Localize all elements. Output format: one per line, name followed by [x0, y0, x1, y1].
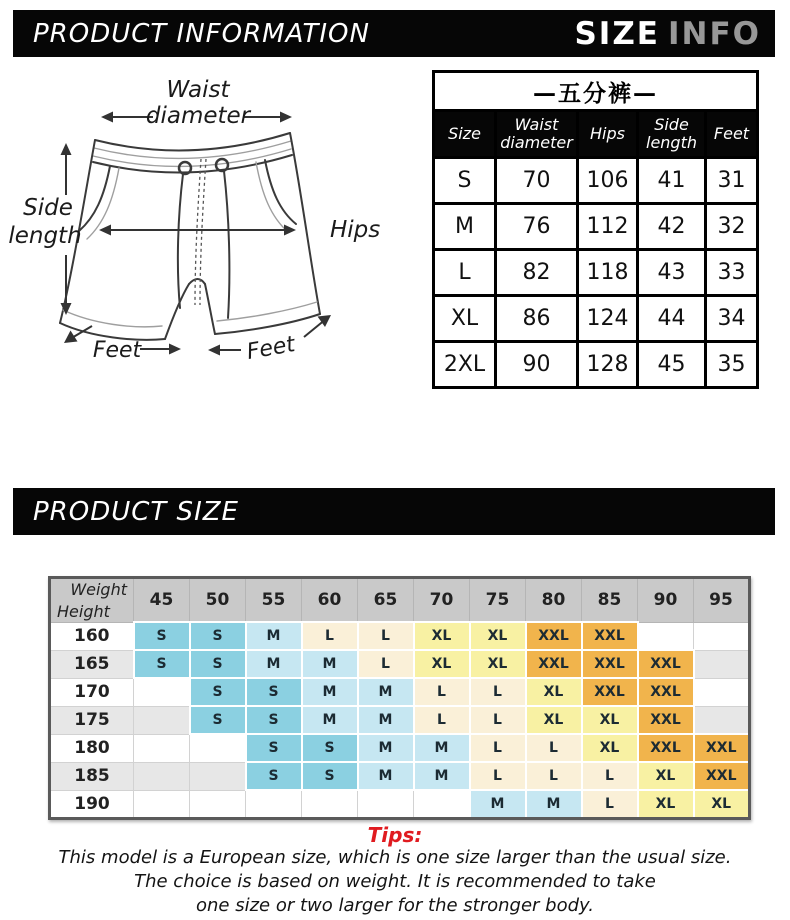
waist-label-top: Waist — [166, 77, 230, 103]
size-table-row — [434, 250, 758, 296]
matrix-size-cell: S — [190, 706, 246, 734]
feet-arrow-right — [208, 315, 331, 365]
matrix-empty-cell — [694, 650, 750, 678]
matrix-height-cell: 180 — [50, 734, 134, 762]
matrix-size-cell: S — [302, 762, 358, 790]
matrix-size-cell: L — [302, 622, 358, 650]
size-value-cell: 118 — [578, 250, 638, 296]
matrix-size-cell: XL — [694, 790, 750, 818]
matrix-size-cell: L — [470, 678, 526, 706]
size-value-cell: 34 — [706, 296, 758, 342]
matrix-size-cell: S — [190, 622, 246, 650]
matrix-size-cell: XXL — [582, 650, 638, 678]
size-table-row — [434, 204, 758, 250]
size-value-cell: 32 — [706, 204, 758, 250]
matrix-body — [50, 622, 750, 818]
matrix-size-cell: S — [302, 734, 358, 762]
matrix-row — [50, 762, 750, 790]
feet-arrow-left — [64, 326, 181, 363]
shorts-diagram — [5, 65, 425, 377]
page-title: PRODUCT INFORMATION — [33, 18, 370, 49]
matrix-height-cell: 160 — [50, 622, 134, 650]
matrix-empty-cell — [190, 734, 246, 762]
size-value-cell: 124 — [578, 296, 638, 342]
size-value-cell: 35 — [706, 342, 758, 388]
side-length-arrow — [8, 143, 81, 315]
matrix-empty-cell — [134, 706, 190, 734]
size-value-cell: 90 — [496, 342, 578, 388]
matrix-size-cell: M — [302, 706, 358, 734]
matrix-empty-cell — [414, 790, 470, 818]
size-value-cell: 45 — [638, 342, 706, 388]
matrix-size-cell: L — [582, 790, 638, 818]
matrix-empty-cell — [694, 706, 750, 734]
matrix-size-cell: S — [190, 650, 246, 678]
matrix-size-cell: L — [526, 734, 582, 762]
size-label-cell: XL — [434, 296, 496, 342]
matrix-size-cell: M — [246, 622, 302, 650]
size-value-cell: 70 — [496, 158, 578, 204]
size-table-body — [434, 158, 758, 388]
matrix-size-cell: XL — [638, 762, 694, 790]
matrix-size-cell: XXL — [526, 650, 582, 678]
matrix-size-cell: M — [414, 762, 470, 790]
side-label-bottom: length — [8, 223, 82, 249]
matrix-size-cell: XXL — [582, 622, 638, 650]
matrix-size-cell: XL — [470, 650, 526, 678]
matrix-size-cell: L — [526, 762, 582, 790]
matrix-size-cell: XXL — [638, 650, 694, 678]
size-label-cell: M — [434, 204, 496, 250]
matrix-size-cell: S — [246, 678, 302, 706]
matrix-empty-cell — [694, 678, 750, 706]
feet-right-label: Feet — [244, 331, 297, 366]
matrix-height-cell: 170 — [50, 678, 134, 706]
matrix-row — [50, 622, 750, 650]
matrix-size-cell: M — [526, 790, 582, 818]
hips-arrow — [99, 217, 380, 243]
matrix-empty-cell — [190, 790, 246, 818]
size-info-title — [574, 16, 761, 52]
matrix-size-cell: M — [302, 650, 358, 678]
matrix-size-cell: S — [246, 706, 302, 734]
size-col-header-2: Hips — [578, 111, 638, 158]
matrix-size-cell: S — [134, 650, 190, 678]
info-word: INFO — [667, 15, 761, 52]
waist-arrow — [101, 77, 292, 129]
height-label: Height — [57, 601, 110, 621]
matrix-weight-header-0: 45 — [134, 578, 190, 623]
size-value-cell: 33 — [706, 250, 758, 296]
side-label-top: Side — [23, 195, 73, 221]
size-col-header-1: Waist diameter — [496, 111, 578, 158]
matrix-empty-cell — [358, 790, 414, 818]
matrix-size-cell: XL — [638, 790, 694, 818]
size-table-row — [434, 342, 758, 388]
matrix-empty-cell — [134, 762, 190, 790]
matrix-header-row — [50, 578, 750, 623]
top-bar — [13, 10, 775, 57]
matrix-size-cell: S — [134, 622, 190, 650]
matrix-size-cell: M — [358, 706, 414, 734]
size-value-cell: 86 — [496, 296, 578, 342]
matrix-size-cell: S — [190, 678, 246, 706]
size-col-header-3: Side length — [638, 111, 706, 158]
size-value-cell: 43 — [638, 250, 706, 296]
matrix-corner — [50, 578, 134, 623]
matrix-size-cell: XL — [470, 622, 526, 650]
matrix-weight-header-7: 80 — [526, 578, 582, 623]
size-value-cell: 42 — [638, 204, 706, 250]
matrix-empty-cell — [134, 790, 190, 818]
matrix-weight-header-6: 75 — [470, 578, 526, 623]
matrix-weight-header-3: 60 — [302, 578, 358, 623]
matrix-weight-header-4: 65 — [358, 578, 414, 623]
size-table — [432, 70, 759, 389]
product-size-bar — [13, 488, 775, 535]
tips-title: Tips: — [367, 823, 423, 847]
matrix-empty-cell — [694, 622, 750, 650]
matrix-size-cell: L — [582, 762, 638, 790]
size-value-cell: 106 — [578, 158, 638, 204]
tips-line: one size or two larger for the stronger body. — [196, 895, 594, 916]
matrix-empty-cell — [302, 790, 358, 818]
matrix-size-cell: L — [414, 706, 470, 734]
matrix-size-cell: M — [358, 762, 414, 790]
matrix-weight-header-1: 50 — [190, 578, 246, 623]
size-label-cell: S — [434, 158, 496, 204]
matrix-row — [50, 678, 750, 706]
matrix-weight-header-10: 95 — [694, 578, 750, 623]
matrix-empty-cell — [134, 678, 190, 706]
product-size-title: PRODUCT SIZE — [33, 496, 239, 527]
matrix-size-cell: L — [358, 622, 414, 650]
size-table-header — [434, 111, 758, 158]
matrix-size-cell: XXL — [638, 734, 694, 762]
hips-label: Hips — [330, 217, 381, 243]
matrix-size-cell: L — [358, 650, 414, 678]
matrix-size-cell: M — [414, 734, 470, 762]
size-table-row — [434, 296, 758, 342]
size-table-row — [434, 158, 758, 204]
matrix-weight-header-9: 90 — [638, 578, 694, 623]
matrix-size-cell: XXL — [638, 678, 694, 706]
matrix-size-cell: XL — [414, 622, 470, 650]
matrix-weight-header-2: 55 — [246, 578, 302, 623]
matrix-empty-cell — [134, 734, 190, 762]
matrix-size-cell: L — [470, 762, 526, 790]
tips-line: The choice is based on weight. It is recommended to take — [134, 871, 656, 892]
matrix-height-cell: 165 — [50, 650, 134, 678]
matrix-size-cell: L — [470, 734, 526, 762]
matrix-size-cell: XL — [582, 734, 638, 762]
matrix-empty-cell — [246, 790, 302, 818]
feet-left-label: Feet — [92, 338, 142, 363]
matrix-size-cell: S — [246, 762, 302, 790]
shorts-outline — [60, 133, 320, 340]
matrix-size-cell: XXL — [638, 706, 694, 734]
size-value-cell: 41 — [638, 158, 706, 204]
size-table-title-row — [434, 72, 758, 111]
matrix-row — [50, 706, 750, 734]
matrix-size-cell: XL — [526, 706, 582, 734]
weight-label: Weight — [70, 580, 127, 599]
matrix-height-cell: 190 — [50, 790, 134, 818]
matrix-empty-cell — [638, 622, 694, 650]
size-value-cell: 76 — [496, 204, 578, 250]
matrix-size-cell: L — [414, 678, 470, 706]
matrix-size-cell: XL — [526, 678, 582, 706]
size-col-header-4: Feet — [706, 111, 758, 158]
matrix-size-cell: M — [358, 678, 414, 706]
matrix-size-cell: M — [358, 734, 414, 762]
size-table-title: —五分裤— — [434, 72, 758, 111]
matrix-size-cell: XXL — [694, 762, 750, 790]
matrix-size-cell: XL — [582, 706, 638, 734]
matrix-size-cell: XL — [414, 650, 470, 678]
matrix-row — [50, 790, 750, 818]
matrix-empty-cell — [190, 762, 246, 790]
matrix-size-cell: S — [246, 734, 302, 762]
tips-line: This model is a European size, which is one size larger than the usual size. — [58, 847, 732, 868]
size-value-cell: 31 — [706, 158, 758, 204]
waist-label-bottom: diameter — [145, 103, 251, 129]
matrix-size-cell: M — [302, 678, 358, 706]
matrix-height-cell: 185 — [50, 762, 134, 790]
matrix-size-cell: M — [246, 650, 302, 678]
matrix-size-cell: L — [470, 706, 526, 734]
size-value-cell: 112 — [578, 204, 638, 250]
size-matrix-table — [48, 576, 751, 820]
size-value-cell: 82 — [496, 250, 578, 296]
size-word: SIZE — [574, 15, 660, 52]
matrix-row — [50, 650, 750, 678]
size-label-cell: 2XL — [434, 342, 496, 388]
matrix-size-cell: XXL — [582, 678, 638, 706]
size-value-cell: 128 — [578, 342, 638, 388]
tips-section — [0, 824, 790, 918]
size-value-cell: 44 — [638, 296, 706, 342]
matrix-weight-header-5: 70 — [414, 578, 470, 623]
matrix-size-cell: XXL — [694, 734, 750, 762]
size-col-header-0: Size — [434, 111, 496, 158]
size-label-cell: L — [434, 250, 496, 296]
matrix-weight-header-8: 85 — [582, 578, 638, 623]
matrix-row — [50, 734, 750, 762]
matrix-height-cell: 175 — [50, 706, 134, 734]
matrix-size-cell: M — [470, 790, 526, 818]
matrix-size-cell: XXL — [526, 622, 582, 650]
